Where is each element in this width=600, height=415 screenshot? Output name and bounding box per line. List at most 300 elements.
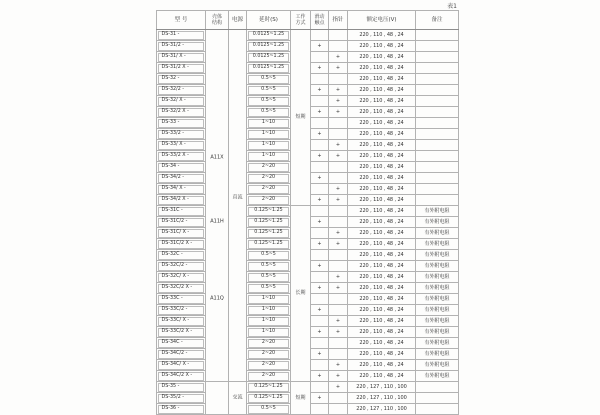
delay-cell xyxy=(247,107,291,118)
model-label: DS-35 - xyxy=(158,383,204,392)
pointer-cell xyxy=(329,305,348,316)
slide-contact-cell xyxy=(311,140,329,151)
voltage-cell: 220 , 110 , 48 , 24 xyxy=(348,140,416,151)
delay-value: 1~10 xyxy=(248,152,289,161)
col-header-power: 电源 xyxy=(229,11,247,30)
col-header-slide-contact: 滑动 触点 xyxy=(311,11,329,30)
delay-value: 0.125~1.25 xyxy=(248,207,289,216)
table-body xyxy=(157,30,459,415)
pointer-cell: + xyxy=(329,140,348,151)
voltage-cell: 220 , 110 , 48 , 24 xyxy=(348,360,416,371)
delay-cell xyxy=(247,338,291,349)
model-cell xyxy=(157,228,206,239)
remark-cell xyxy=(416,393,459,404)
slide-contact-cell xyxy=(311,360,329,371)
model-label: DS-32C - xyxy=(158,251,204,260)
delay-value: 1~10 xyxy=(248,328,289,337)
voltage-cell: 220 , 110 , 48 , 24 xyxy=(348,30,416,41)
slide-contact-cell: + xyxy=(311,305,329,316)
voltage-cell: 220 , 110 , 48 , 24 xyxy=(348,162,416,173)
delay-value: 0.0125~1.25 xyxy=(248,42,289,51)
delay-cell xyxy=(247,30,291,41)
slide-contact-cell: + xyxy=(311,239,329,250)
model-cell xyxy=(157,327,206,338)
slide-contact-cell: + xyxy=(311,217,329,228)
remark-cell: 有外附电阻 xyxy=(416,206,459,217)
delay-cell xyxy=(247,74,291,85)
pointer-cell: + xyxy=(329,63,348,74)
model-label: DS-34/2 X - xyxy=(158,196,204,205)
delay-value: 2~20 xyxy=(248,339,289,348)
remark-cell: 有外附电阻 xyxy=(416,217,459,228)
pointer-cell xyxy=(329,206,348,217)
delay-cell xyxy=(247,85,291,96)
header-row xyxy=(157,11,459,30)
model-label: DS-34C/ X - xyxy=(158,361,204,370)
voltage-cell: 220 , 110 , 48 , 24 xyxy=(348,206,416,217)
model-label: DS-31/2 X - xyxy=(158,64,204,73)
pointer-cell xyxy=(329,30,348,41)
pointer-cell: + xyxy=(329,107,348,118)
model-label: DS-33 - xyxy=(158,119,204,128)
model-cell xyxy=(157,360,206,371)
delay-value: 1~10 xyxy=(248,295,289,304)
pointer-cell xyxy=(329,41,348,52)
delay-value: 1~10 xyxy=(248,130,289,139)
voltage-cell: 220 , 127 , 110 , 100 xyxy=(348,404,416,415)
power-dc-label: 直流 xyxy=(232,194,243,201)
model-cell xyxy=(157,30,206,41)
model-label: DS-34C/2 - xyxy=(158,350,204,359)
delay-value: 2~20 xyxy=(248,361,289,370)
model-label: DS-34 - xyxy=(158,163,204,172)
delay-value: 2~20 xyxy=(248,372,289,381)
remark-cell xyxy=(416,151,459,162)
delay-cell xyxy=(247,305,291,316)
remark-cell xyxy=(416,63,459,74)
delay-cell xyxy=(247,140,291,151)
voltage-cell: 220 , 127 , 110 , 100 xyxy=(348,393,416,404)
model-label: DS-32C/ X - xyxy=(158,273,204,282)
model-cell xyxy=(157,162,206,173)
voltage-cell: 220 , 110 , 48 , 24 xyxy=(348,63,416,74)
delay-value: 0.5~5 xyxy=(248,273,289,282)
pointer-cell xyxy=(329,250,348,261)
remark-cell xyxy=(416,184,459,195)
voltage-cell: 220 , 110 , 48 , 24 xyxy=(348,316,416,327)
delay-value: 0.125~1.25 xyxy=(248,383,289,392)
work-mode-cell: 长期 xyxy=(291,206,311,382)
delay-value: 0.125~1.25 xyxy=(248,218,289,227)
delay-value: 0.5~5 xyxy=(248,262,289,271)
col-header-pointer: 指针 xyxy=(329,11,348,30)
shell-structure-label: A11H xyxy=(210,218,224,225)
model-cell xyxy=(157,173,206,184)
slide-contact-cell: + xyxy=(311,41,329,52)
slide-contact-cell xyxy=(311,96,329,107)
remark-cell xyxy=(416,404,459,415)
table-row xyxy=(157,382,459,393)
voltage-cell: 220 , 110 , 48 , 24 xyxy=(348,129,416,140)
delay-cell xyxy=(247,316,291,327)
delay-value: 2~20 xyxy=(248,350,289,359)
model-label: DS-31/ X - xyxy=(158,53,204,62)
table-caption: 表1 xyxy=(447,3,457,10)
model-cell xyxy=(157,239,206,250)
voltage-cell: 220 , 110 , 48 , 24 xyxy=(348,217,416,228)
model-label: DS-34C/2 X - xyxy=(158,372,204,381)
delay-cell xyxy=(247,371,291,382)
voltage-cell: 220 , 110 , 48 , 24 xyxy=(348,96,416,107)
power-cell xyxy=(229,382,247,415)
model-label: DS-33C/ X - xyxy=(158,317,204,326)
pointer-cell xyxy=(329,74,348,85)
delay-cell xyxy=(247,250,291,261)
voltage-cell: 220 , 110 , 48 , 24 xyxy=(348,151,416,162)
model-label: DS-33C/2 - xyxy=(158,306,204,315)
pointer-cell: + xyxy=(329,239,348,250)
remark-cell: 有外附电阻 xyxy=(416,283,459,294)
delay-cell xyxy=(247,162,291,173)
voltage-cell: 220 , 110 , 48 , 24 xyxy=(348,85,416,96)
pointer-cell xyxy=(329,162,348,173)
remark-cell xyxy=(416,195,459,206)
slide-contact-cell: + xyxy=(311,63,329,74)
model-label: DS-33C/2 X - xyxy=(158,328,204,337)
delay-cell xyxy=(247,404,291,415)
model-cell xyxy=(157,382,206,393)
table-row xyxy=(157,30,459,41)
delay-value: 0.125~1.25 xyxy=(248,394,289,403)
delay-value: 0.125~1.25 xyxy=(248,240,289,249)
voltage-cell: 220 , 110 , 48 , 24 xyxy=(348,74,416,85)
pointer-cell xyxy=(329,129,348,140)
remark-cell xyxy=(416,41,459,52)
remark-cell xyxy=(416,96,459,107)
pointer-cell: + xyxy=(329,327,348,338)
spec-table xyxy=(156,10,459,415)
shell-structure-cell xyxy=(206,30,229,382)
model-label: DS-31C/ X - xyxy=(158,229,204,238)
pointer-cell: + xyxy=(329,283,348,294)
remark-cell: 有外附电阻 xyxy=(416,305,459,316)
delay-value: 2~20 xyxy=(248,196,289,205)
remark-cell: 有外附电阻 xyxy=(416,250,459,261)
delay-value: 0.5~5 xyxy=(248,86,289,95)
model-label: DS-33/2 - xyxy=(158,130,204,139)
remark-cell: 有外附电阻 xyxy=(416,228,459,239)
delay-cell xyxy=(247,217,291,228)
slide-contact-cell: + xyxy=(311,327,329,338)
delay-value: 0.0125~1.25 xyxy=(248,53,289,62)
slide-contact-cell xyxy=(311,404,329,415)
pointer-cell: + xyxy=(329,151,348,162)
model-cell xyxy=(157,250,206,261)
power-cell xyxy=(229,30,247,382)
remark-cell: 有外附电阻 xyxy=(416,349,459,360)
model-cell xyxy=(157,96,206,107)
work-mode-cell: 短期 xyxy=(291,382,311,415)
slide-contact-cell: + xyxy=(311,151,329,162)
model-label: DS-31C/2 X - xyxy=(158,240,204,249)
pointer-cell: + xyxy=(329,382,348,393)
voltage-cell: 220 , 110 , 48 , 24 xyxy=(348,338,416,349)
pointer-cell: + xyxy=(329,184,348,195)
voltage-cell: 220 , 110 , 48 , 24 xyxy=(348,228,416,239)
delay-cell xyxy=(247,393,291,404)
delay-cell xyxy=(247,184,291,195)
voltage-cell: 220 , 110 , 48 , 24 xyxy=(348,283,416,294)
model-cell xyxy=(157,52,206,63)
delay-cell xyxy=(247,349,291,360)
pointer-cell xyxy=(329,338,348,349)
pointer-cell: + xyxy=(329,52,348,63)
slide-contact-cell xyxy=(311,316,329,327)
model-cell xyxy=(157,305,206,316)
slide-contact-cell xyxy=(311,206,329,217)
delay-value: 0.5~5 xyxy=(248,284,289,293)
delay-cell xyxy=(247,63,291,74)
remark-cell xyxy=(416,129,459,140)
slide-contact-cell: + xyxy=(311,129,329,140)
remark-cell: 有外附电阻 xyxy=(416,316,459,327)
slide-contact-cell xyxy=(311,382,329,393)
slide-contact-cell: + xyxy=(311,173,329,184)
voltage-cell: 220 , 110 , 48 , 24 xyxy=(348,239,416,250)
delay-cell xyxy=(247,283,291,294)
model-label: DS-31/2 - xyxy=(158,42,204,51)
delay-value: 2~20 xyxy=(248,163,289,172)
slide-contact-cell xyxy=(311,272,329,283)
model-cell xyxy=(157,217,206,228)
delay-cell xyxy=(247,360,291,371)
model-label: DS-31C - xyxy=(158,207,204,216)
delay-value: 0.0125~1.25 xyxy=(248,31,289,40)
slide-contact-cell: + xyxy=(311,393,329,404)
shell-structure-cell xyxy=(206,382,229,415)
model-cell xyxy=(157,371,206,382)
model-cell xyxy=(157,206,206,217)
delay-cell xyxy=(247,52,291,63)
pointer-cell: + xyxy=(329,360,348,371)
delay-cell xyxy=(247,206,291,217)
voltage-cell: 220 , 110 , 48 , 24 xyxy=(348,261,416,272)
voltage-cell: 220 , 110 , 48 , 24 xyxy=(348,107,416,118)
delay-value: 1~10 xyxy=(248,141,289,150)
table-header xyxy=(157,11,459,30)
delay-value: 0.5~5 xyxy=(248,75,289,84)
col-header-model: 型 号 xyxy=(157,11,206,30)
remark-cell xyxy=(416,30,459,41)
voltage-cell: 220 , 110 , 48 , 24 xyxy=(348,250,416,261)
slide-contact-cell: + xyxy=(311,195,329,206)
remark-cell xyxy=(416,85,459,96)
model-cell xyxy=(157,283,206,294)
delay-cell xyxy=(247,228,291,239)
model-cell xyxy=(157,151,206,162)
slide-contact-cell xyxy=(311,162,329,173)
model-label: DS-32 - xyxy=(158,75,204,84)
voltage-cell: 220 , 110 , 48 , 24 xyxy=(348,52,416,63)
pointer-cell: + xyxy=(329,316,348,327)
model-label: DS-34/ X - xyxy=(158,185,204,194)
voltage-cell: 220 , 110 , 48 , 24 xyxy=(348,195,416,206)
delay-cell xyxy=(247,173,291,184)
delay-value: 0.5~5 xyxy=(248,405,289,414)
delay-cell xyxy=(247,129,291,140)
model-cell xyxy=(157,184,206,195)
pointer-cell: + xyxy=(329,85,348,96)
voltage-cell: 220 , 110 , 48 , 24 xyxy=(348,118,416,129)
slide-contact-cell: + xyxy=(311,107,329,118)
slide-contact-cell: + xyxy=(311,349,329,360)
delay-cell xyxy=(247,382,291,393)
model-label: DS-31 - xyxy=(158,31,204,40)
model-label: DS-33C - xyxy=(158,295,204,304)
delay-value: 1~10 xyxy=(248,306,289,315)
power-ac-label: 交流 xyxy=(232,394,243,401)
model-label: DS-32/ X - xyxy=(158,97,204,106)
remark-cell xyxy=(416,52,459,63)
remark-cell xyxy=(416,107,459,118)
shell-structure-label: A11X xyxy=(210,154,224,161)
model-label: DS-32/2 X - xyxy=(158,108,204,117)
slide-contact-cell xyxy=(311,74,329,85)
model-cell xyxy=(157,195,206,206)
pointer-cell xyxy=(329,294,348,305)
remark-cell: 有外附电阻 xyxy=(416,272,459,283)
delay-value: 0.5~5 xyxy=(248,108,289,117)
model-cell xyxy=(157,129,206,140)
col-header-remark: 备注 xyxy=(416,11,459,30)
pointer-cell: + xyxy=(329,228,348,239)
remark-cell xyxy=(416,162,459,173)
remark-cell: 有外附电阻 xyxy=(416,371,459,382)
voltage-cell: 220 , 127 , 110 , 100 xyxy=(348,382,416,393)
col-header-work-mode: 工作 方式 xyxy=(291,11,311,30)
delay-value: 0.5~5 xyxy=(248,97,289,106)
slide-contact-cell xyxy=(311,294,329,305)
slide-contact-cell xyxy=(311,52,329,63)
remark-cell xyxy=(416,118,459,129)
model-label: DS-32/2 - xyxy=(158,86,204,95)
pointer-cell xyxy=(329,217,348,228)
delay-cell xyxy=(247,272,291,283)
slide-contact-cell xyxy=(311,184,329,195)
model-cell xyxy=(157,41,206,52)
slide-contact-cell xyxy=(311,250,329,261)
delay-value: 2~20 xyxy=(248,174,289,183)
pointer-cell xyxy=(329,404,348,415)
model-label: DS-32C/2 X - xyxy=(158,284,204,293)
model-cell xyxy=(157,316,206,327)
delay-cell xyxy=(247,294,291,305)
model-label: DS-32C/2 - xyxy=(158,262,204,271)
delay-cell xyxy=(247,195,291,206)
model-label: DS-33/2 X - xyxy=(158,152,204,161)
voltage-cell: 220 , 110 , 48 , 24 xyxy=(348,327,416,338)
remark-cell: 有外附电阻 xyxy=(416,327,459,338)
model-cell xyxy=(157,107,206,118)
model-label: DS-33/ X - xyxy=(158,141,204,150)
delay-value: 1~10 xyxy=(248,317,289,326)
model-cell xyxy=(157,272,206,283)
voltage-cell: 220 , 110 , 48 , 24 xyxy=(348,305,416,316)
slide-contact-cell: + xyxy=(311,85,329,96)
slide-contact-cell: + xyxy=(311,261,329,272)
model-cell xyxy=(157,63,206,74)
model-cell xyxy=(157,404,206,415)
table-row xyxy=(157,206,459,217)
delay-cell xyxy=(247,327,291,338)
remark-cell xyxy=(416,140,459,151)
remark-cell xyxy=(416,74,459,85)
slide-contact-cell xyxy=(311,118,329,129)
remark-cell: 有外附电阻 xyxy=(416,360,459,371)
delay-value: 0.0125~1.25 xyxy=(248,64,289,73)
pointer-cell xyxy=(329,393,348,404)
delay-cell xyxy=(247,118,291,129)
voltage-cell: 220 , 110 , 48 , 24 xyxy=(348,272,416,283)
pointer-cell: + xyxy=(329,195,348,206)
model-label: DS-35/2 - xyxy=(158,394,204,403)
model-cell xyxy=(157,85,206,96)
slide-contact-cell: + xyxy=(311,283,329,294)
remark-cell: 有外附电阻 xyxy=(416,239,459,250)
pointer-cell xyxy=(329,261,348,272)
model-cell xyxy=(157,393,206,404)
voltage-cell: 220 , 110 , 48 , 24 xyxy=(348,294,416,305)
slide-contact-cell xyxy=(311,228,329,239)
col-header-shell-structure: 壳体 结构 xyxy=(206,11,229,30)
pointer-cell: + xyxy=(329,272,348,283)
model-cell xyxy=(157,261,206,272)
remark-cell xyxy=(416,173,459,184)
model-cell xyxy=(157,349,206,360)
model-label: DS-34/2 - xyxy=(158,174,204,183)
model-cell xyxy=(157,294,206,305)
delay-value: 0.125~1.25 xyxy=(248,229,289,238)
voltage-cell: 220 , 110 , 48 , 24 xyxy=(348,41,416,52)
remark-cell xyxy=(416,382,459,393)
voltage-cell: 220 , 110 , 48 , 24 xyxy=(348,371,416,382)
model-cell xyxy=(157,74,206,85)
delay-cell xyxy=(247,151,291,162)
slide-contact-cell: + xyxy=(311,371,329,382)
delay-cell xyxy=(247,41,291,52)
delay-cell xyxy=(247,239,291,250)
pointer-cell xyxy=(329,118,348,129)
model-label: DS-36 - xyxy=(158,405,204,414)
work-mode-cell: 短期 xyxy=(291,30,311,206)
col-header-voltage: 额定电压(V) xyxy=(348,11,416,30)
model-label: DS-31C/2 - xyxy=(158,218,204,227)
delay-cell xyxy=(247,261,291,272)
voltage-cell: 220 , 110 , 48 , 24 xyxy=(348,184,416,195)
col-header-delay: 延时(S) xyxy=(247,11,291,30)
slide-contact-cell xyxy=(311,30,329,41)
delay-cell xyxy=(247,96,291,107)
slide-contact-cell xyxy=(311,338,329,349)
pointer-cell: + xyxy=(329,96,348,107)
pointer-cell xyxy=(329,349,348,360)
pointer-cell: + xyxy=(329,371,348,382)
remark-cell: 有外附电阻 xyxy=(416,261,459,272)
model-label: DS-34C - xyxy=(158,339,204,348)
remark-cell: 有外附电阻 xyxy=(416,294,459,305)
voltage-cell: 220 , 110 , 48 , 24 xyxy=(348,349,416,360)
model-cell xyxy=(157,338,206,349)
